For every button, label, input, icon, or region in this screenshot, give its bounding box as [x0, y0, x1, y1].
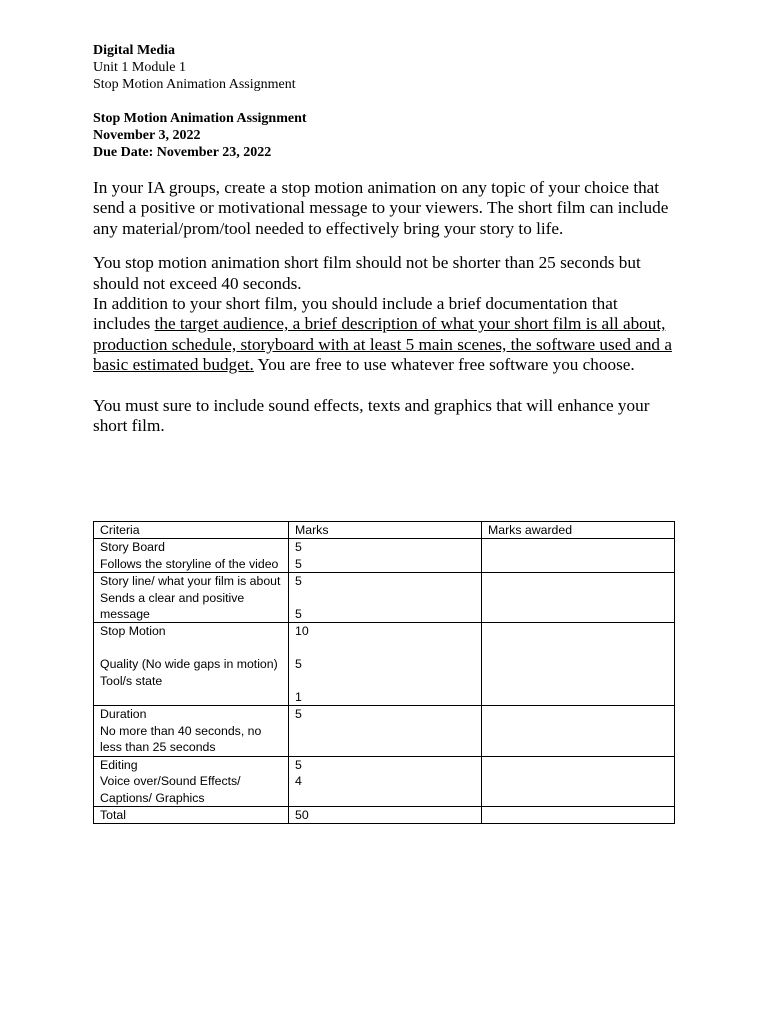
- criteria-cell-line: Follows the storyline of the video: [100, 556, 279, 571]
- marks-cell-line: 5: [295, 574, 302, 589]
- document-page: [93, 42, 678, 436]
- criteria-cell-line: Story line/ what your film is about: [100, 574, 281, 589]
- marks-cell: [289, 539, 482, 573]
- unit-label: Unit 1 Module 1: [93, 60, 186, 75]
- table-row: [94, 706, 675, 756]
- due-date: Due Date: November 23, 2022: [93, 145, 272, 160]
- paragraph-sound-effects: You must sure to include sound effects, texts and graphics that will enhance your short film.: [93, 395, 650, 436]
- marks-cell: [289, 756, 482, 806]
- marks-cell-line: [295, 673, 475, 689]
- criteria-cell-line: Quality (No wide gaps in motion): [100, 657, 278, 672]
- criteria-cell-line: Story Board: [100, 540, 165, 555]
- marks-cell-line: 5: [295, 657, 302, 672]
- marking-rubric-table: [93, 521, 675, 824]
- header-marks-awarded: Marks awarded: [482, 522, 675, 539]
- marks-cell-line: [295, 640, 475, 656]
- assignment-title: Stop Motion Animation Assignment: [93, 111, 307, 126]
- criteria-cell-line: Stop Motion: [100, 624, 166, 639]
- criteria-cell: [94, 623, 289, 706]
- header-marks: Marks: [289, 522, 482, 539]
- marks-cell-line: 1: [295, 690, 302, 705]
- marks-cell-line: 5: [295, 556, 302, 571]
- marks-cell-line: [295, 590, 475, 606]
- criteria-cell-line: [100, 640, 282, 656]
- marks-cell: [289, 706, 482, 756]
- header-criteria: Criteria: [94, 522, 289, 539]
- table-row: [94, 756, 675, 806]
- marks-cell-line: 5: [295, 607, 302, 622]
- assignment-date: November 3, 2022: [93, 128, 201, 143]
- paragraph-task: In your IA groups, create a stop motion animation on any topic of your choice that send a positive or motivational message to your viewers. The short film can include any material/prom/tool needed to effectively bring your story to life.: [93, 178, 669, 238]
- criteria-cell: [94, 706, 289, 756]
- document-header: [93, 42, 678, 161]
- total-marks-awarded: [482, 806, 675, 823]
- assignment-instructions: [93, 178, 678, 436]
- marks-cell: [289, 623, 482, 706]
- marks-cell-line: 10: [295, 624, 309, 639]
- document-subtitle: Stop Motion Animation Assignment: [93, 77, 296, 92]
- marks-awarded-cell: [482, 573, 675, 623]
- criteria-cell-line: Editing: [100, 757, 138, 772]
- criteria-cell-line: Duration: [100, 707, 147, 722]
- criteria-cell-line: Tool/s state: [100, 673, 163, 688]
- criteria-cell: [94, 573, 289, 623]
- documentation-software-note: You are free to use whatever free software you choose.: [253, 355, 635, 375]
- criteria-cell-line: No more than 40 seconds, no less than 25 seconds: [100, 723, 262, 755]
- marks-cell-line: 5: [295, 707, 302, 722]
- marks-awarded-cell: [482, 756, 675, 806]
- course-title: Digital Media: [93, 43, 176, 58]
- table-row: [94, 573, 675, 623]
- marks-awarded-cell: [482, 706, 675, 756]
- criteria-cell: [94, 539, 289, 573]
- marks-cell-line: 5: [295, 540, 302, 555]
- criteria-cell-line: Voice over/Sound Effects/ Captions/ Graphics: [100, 774, 241, 805]
- marks-cell-line: 5: [295, 757, 302, 772]
- table-row: [94, 623, 675, 706]
- documentation-intro: In addition to your short film, you should include a brief documentation that includes: [93, 294, 618, 334]
- paragraph-documentation: [93, 294, 678, 376]
- table-row: [94, 539, 675, 573]
- table-header-row: [94, 522, 675, 539]
- marks-awarded-cell: [482, 623, 675, 706]
- total-row: [94, 806, 675, 823]
- criteria-cell: [94, 756, 289, 806]
- criteria-cell-line: Sends a clear and positive message: [100, 590, 245, 622]
- documentation-requirements: the target audience, a brief description of what your short film is all about, production schedule, storyboard with at least 5 main scenes, the software used and a basic estimated budget.: [93, 314, 672, 375]
- paragraph-duration: You stop motion animation short film should not be shorter than 25 seconds but should not exceed 40 seconds.: [93, 253, 641, 293]
- total-label: Total: [94, 806, 289, 823]
- total-marks: 50: [289, 806, 482, 823]
- marks-awarded-cell: [482, 539, 675, 573]
- marks-cell: [289, 573, 482, 623]
- marks-cell-line: 4: [295, 774, 302, 789]
